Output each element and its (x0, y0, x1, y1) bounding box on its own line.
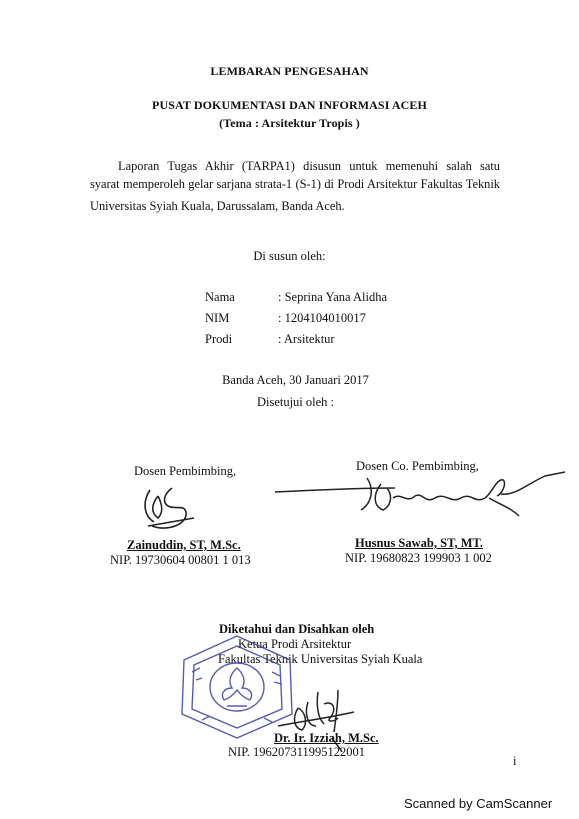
page-number: i (513, 754, 517, 768)
document-theme: (Tema : Arsitektur Tropis ) (219, 116, 360, 130)
scanner-watermark: Scanned by CamScanner (404, 796, 553, 811)
head-nip: NIP. 196207311995122001 (228, 745, 366, 759)
place-date: Banda Aceh, 30 Januari 2017 (222, 373, 369, 387)
ratification-role: Ketua Prodi Arsitektur (238, 637, 352, 651)
head-name: Dr. Ir. Izziah, M.Sc. (274, 731, 379, 745)
approved-by-label: Disetujui oleh : (256, 395, 335, 409)
intro-line-3: Universitas Syiah Kuala, Darussalam, Banda Aceh. (90, 199, 345, 213)
intro-line-1: Laporan Tugas Akhir (TARPA1) disusun untuk memenuhi salah satu (118, 159, 500, 173)
identity-value-prodi: : Arsitektur (278, 332, 335, 346)
supervisor-signature (128, 482, 208, 542)
co-supervisor-nip: NIP. 19680823 199903 1 002 (345, 551, 492, 565)
identity-value-nim: : 1204104010017 (278, 311, 366, 325)
identity-label-prodi: Prodi (205, 332, 233, 346)
document-title: LEMBARAN PENGESAHAN (210, 64, 369, 78)
identity-label-nim: NIM (205, 311, 230, 325)
co-supervisor-role: Dosen Co. Pembimbing, (356, 459, 479, 473)
supervisor-name: Zainuddin, ST, M.Sc. (127, 538, 241, 552)
identity-label-name: Nama (205, 290, 235, 304)
authored-by-label: Di susun oleh: (253, 249, 326, 263)
ratification-faculty: Fakultas Teknik Universitas Syiah Kuala (218, 652, 423, 666)
co-supervisor-signature (275, 470, 575, 530)
supervisor-role: Dosen Pembimbing, (134, 464, 237, 478)
intro-line-2: syarat memperoleh gelar sarjana strata-1 (S-1) di Prodi Arsitektur Fakultas Teknik (90, 177, 500, 191)
document-subtitle: PUSAT DOKUMENTASI DAN INFORMASI ACEH (152, 98, 427, 112)
ratification-heading: Diketahui dan Disahkan oleh (219, 622, 375, 636)
supervisor-nip: NIP. 19730604 00801 1 013 (110, 553, 251, 567)
co-supervisor-name: Husnus Sawab, ST, MT. (355, 536, 484, 550)
identity-value-name: : Seprina Yana Alidha (278, 290, 388, 304)
